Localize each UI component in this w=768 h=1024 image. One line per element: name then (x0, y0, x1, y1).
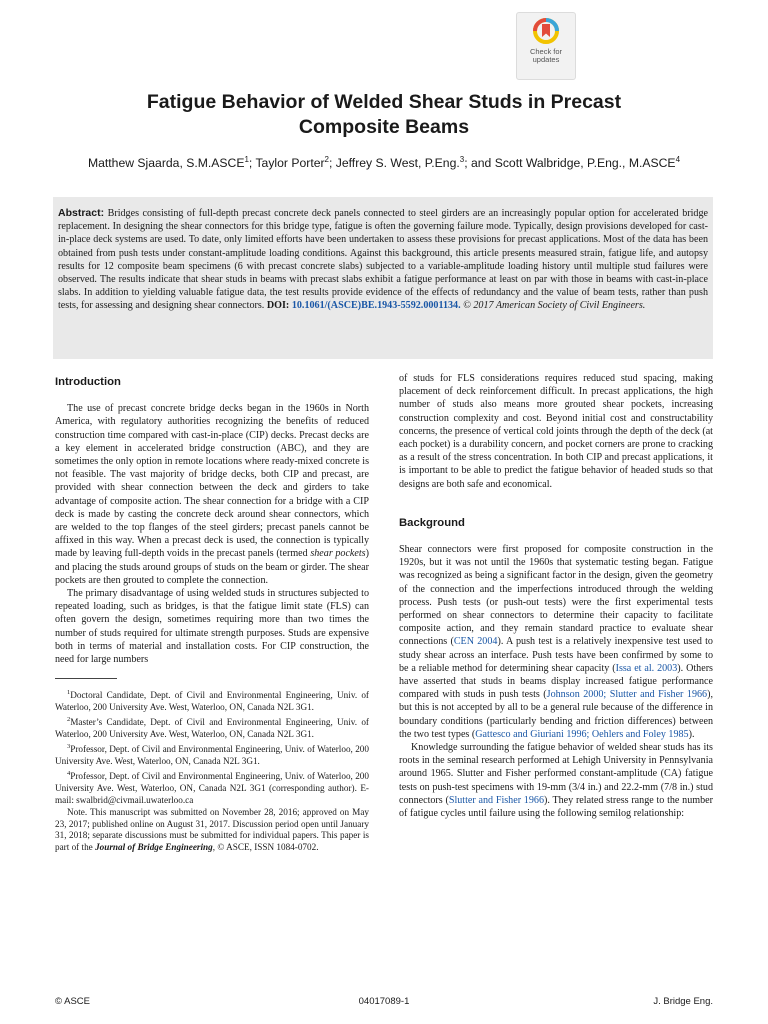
footnotes (55, 687, 369, 854)
footer-journal: J. Bridge Eng. (653, 996, 713, 1007)
bookmark-ring-icon (533, 18, 559, 44)
doi-link[interactable]: 10.1061/(ASCE)BE.1943-5592.0001134. (291, 300, 461, 312)
right-column (399, 372, 713, 820)
footnote-divider (55, 678, 117, 679)
introduction-paragraph-1: The use of precast concrete bridge decks began in the 1960s in North America, with regulatory authorities recognizing the benefits of reduced construction time compared with cast-in-place (CIP) decks. Precast decks are a key element in accelerated bridge construction (ABC), and they are sometimes the only option in remote locations where ready-mixed concrete is not feasible. The vast majority of bridge decks, both CIP and precast, are provided with shear connection between the deck and girders to take advantage of composite action. The shear connection for a bridge with a CIP deck is made by casting the concrete deck around shear connectors, which are welded to the top flanges of the steel girders; precast panels cannot be affixed in this way. When a precast deck is used, the connection is typically made by leaving full-depth voids in the precast panels (termed shear pockets) and placing the studs around groups of studs on the beam or girder. The shear pockets are then grouted to complete the connection. (55, 403, 369, 586)
abstract-box (53, 197, 713, 359)
citation-link[interactable]: Johnson 2000; Slutter and Fisher 1966 (546, 689, 708, 701)
background-paragraph-1: Shear connectors were first proposed for composite construction in the 1920s, but it was not until the 1960s that systematic testing began. Fatigue was recognized as being a significant factor in the design, given the geometry of the connection and the imperfections introduced through the welding process. Push tests (or push-out tests) were the first experimental tests performed on shear connectors to determine their capacity to facilitate composite action, and they remain standard practice to evaluate shear connections (CEN 2004). A push test is a relatively inexpensive test used to study shear across an interface. Push tests have been confirmed by some to be a reliable method for determining shear capacity (Issa et al. 2003). Others have asserted that studs in beams display increased fatigue performance compared with studs in push tests (Johnson 2000; Slutter and Fisher 1966), but this is not accepted by all to be a general rule because of the difference in boundary conditions (particularly bending and friction differences) between the two test types (Gattesco and Giuriani 1996; Oehlers and Foley 1985). (399, 544, 713, 740)
citation-link[interactable]: Slutter and Fisher 1966 (448, 794, 544, 806)
introduction-heading: Introduction (55, 376, 121, 388)
check-for-updates-badge[interactable] (516, 12, 576, 80)
author-list: Matthew Sjaarda, S.M.ASCE$^1$; Taylor Porter$^2$; Jeffrey S. West, P.Eng.$^3$; and Scott Walbridge, P.Eng., M.ASCE$^4$ (87, 155, 681, 171)
footnote-2: $^2$Master’s Candidate, Dept. of Civil and Environmental Engineering, Univ. of Waterloo, 200 University Ave. West, Waterloo, ON, Canada N2L 3G1. (55, 716, 369, 740)
introduction-paragraph-2: The primary disadvantage of using welded studs in structures subjected to repeated loading, such as bridges, is that the fatigue limit state (FLS) can often govern the design, sometimes requiring more than two times the number of studs required for ultimate strength purposes. Studs are expensive both in terms of material and installation costs. For CIP construction, the need for large numbers (55, 588, 369, 666)
introduction-paragraph-3: of studs for FLS considerations requires reduced stud spacing, making placement of deck reinforcement difficult. In precast applications, the high number of studs also means more grouted shear pockets, increasing construction complexity and cost. Beyond initial cost and constructability concerns, the presence of vertical cold joints through the depth of the deck (at each pocket) is a durability concern, and pocket corners are prone to cracking as a result of the stress concentration. In both CIP and precast applications, it is important to be able to predict the fatigue behavior of headed studs so that designs are both safe and economical. (399, 373, 713, 490)
background-heading: Background (399, 516, 465, 529)
page-number: 04017089-1 (358, 996, 410, 1007)
citation-link[interactable]: CEN 2004 (453, 636, 498, 648)
citation-link[interactable]: Issa et al. 2003 (615, 662, 678, 674)
footnote-1: $^1$Doctoral Candidate, Dept. of Civil and Environmental Engineering, Univ. of Waterloo, 200 University Ave. West, Waterloo, ON, Canada N2L 3G1. (55, 689, 369, 713)
footer-copyright: © ASCE (55, 996, 90, 1007)
abstract-label: Abstract: (58, 207, 105, 219)
paper-title: Fatigue Behavior of Welded Shear Studs in Precast Composite Beams (146, 91, 622, 138)
citation-link[interactable]: Gattesco and Giuriani 1996; Oehlers and Foley 1985 (475, 728, 689, 740)
submission-note: Note. This manuscript was submitted on November 28, 2016; approved on May 23, 2017; published online on August 31, 2017. Discussion period open until January 31, 2018; separate discussions must be submitted for individual papers. This paper is part of the Journal of Bridge Engineering, © ASCE, ISSN 1084-0702. (55, 806, 369, 853)
badge-label: Check for updates (529, 47, 563, 64)
abstract-text: Abstract: Bridges consisting of full-depth precast concrete deck panels connected to steel girders are an increasingly popular option for accelerated bridge replacement. In designing the shear connectors for this bridge type, fatigue is often the governing failure mode. Typically, design provisions developed for cast-in-place deck systems are used. To date, only limited efforts have been undertaken to assess these provisions for precast applications. Most of the data has been obtained from push tests under constant-amplitude loading conditions. Against this background, this article presents measured strain, fatigue life, and autopsy results for 12 composite beam specimens (6 with precast concrete slabs) subjected to a variable-amplitude loading history until multiple stud failures were observed. The results indicate that shear studs in beams with precast slabs exhibit a fatigue performance at least on par with those in beams with cast-in-place slabs. In addition to yielding valuable fatigue data, the test results provide evidence of the effects of redundancy and the value of beam tests, rather than push tests, for assessing and designing shear connectors. DOI: 10.1061/(ASCE)BE.1943-5592.0001134. © 2017 American Society of Civil Engineers. (58, 207, 708, 312)
footnote-3: $^3$Professor, Dept. of Civil and Environmental Engineering, Univ. of Waterloo, 200 University Ave. West, Waterloo, ON, Canada N2L 3G1. (55, 743, 369, 766)
footnote-4: $^4$Professor, Dept. of Civil and Environmental Engineering, Univ. of Waterloo, 200 University Ave. West, Waterloo, ON, Canada N2L 3G1 (corresponding author). E-mail: swalbrid@civmail.uwaterloo.ca (55, 769, 369, 805)
left-column (55, 372, 369, 854)
background-paragraph-2: Knowledge surrounding the fatigue behavior of welded shear studs has its roots in the seminal research performed at Lehigh University in Pennsylvania around 1965. Slutter and Fisher performed constant-amplitude (CA) fatigue tests on push-test specimens with 19-mm (3/4 in.) and 22.2-mm (7/8 in.) stud connectors (Slutter and Fisher 1966). They related stress range to the number of fatigue cycles until failure using the following semilog relationship: (399, 742, 713, 820)
